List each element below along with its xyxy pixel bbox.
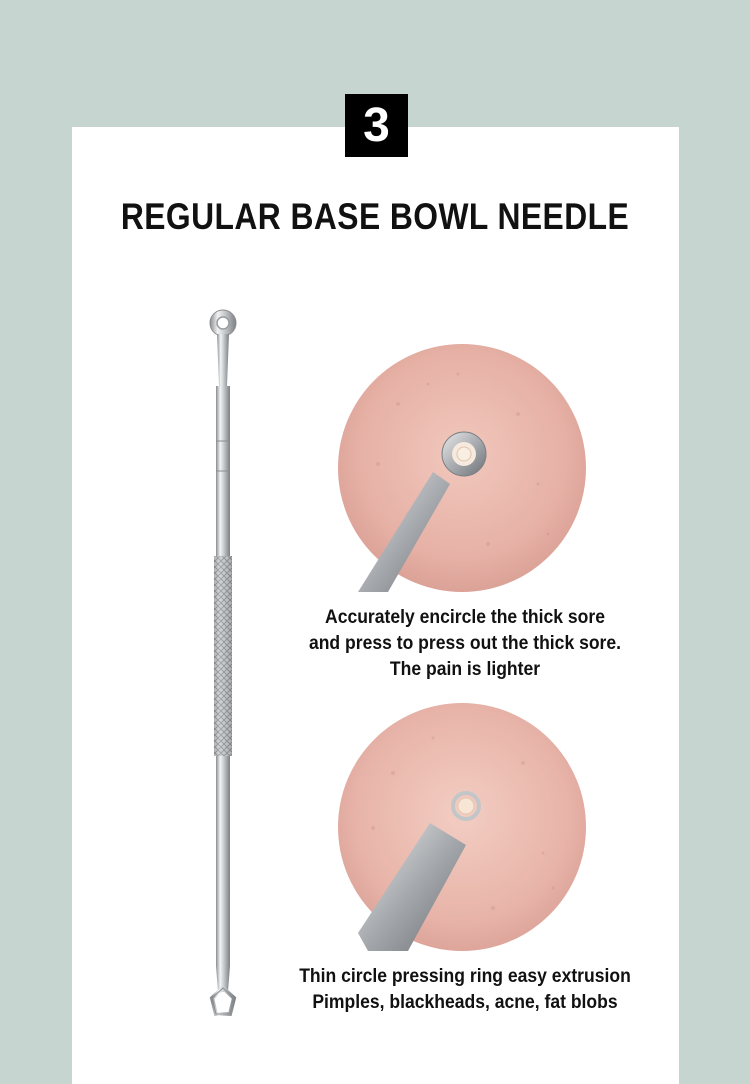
caption-line: The pain is lighter: [389, 658, 541, 680]
product-title: REGULAR BASE BOWL NEEDLE: [120, 196, 630, 237]
step-number-badge: [345, 94, 408, 157]
caption-line: Accurately encircle the thick sore: [325, 606, 605, 628]
bowl-needle-image: [200, 306, 246, 1026]
skin-closeup-bowl-image: [338, 344, 586, 592]
caption-line: Pimples, blackheads, acne, fat blobs: [312, 991, 618, 1013]
skin-closeup-ring-image: [338, 703, 586, 951]
caption-line: Thin circle pressing ring easy extrusion: [299, 965, 631, 987]
caption-ring: [290, 963, 641, 1015]
caption-line: and press to press out the thick sore.: [308, 632, 622, 654]
step-number: 3: [363, 98, 390, 152]
caption-encircle: [290, 604, 641, 682]
